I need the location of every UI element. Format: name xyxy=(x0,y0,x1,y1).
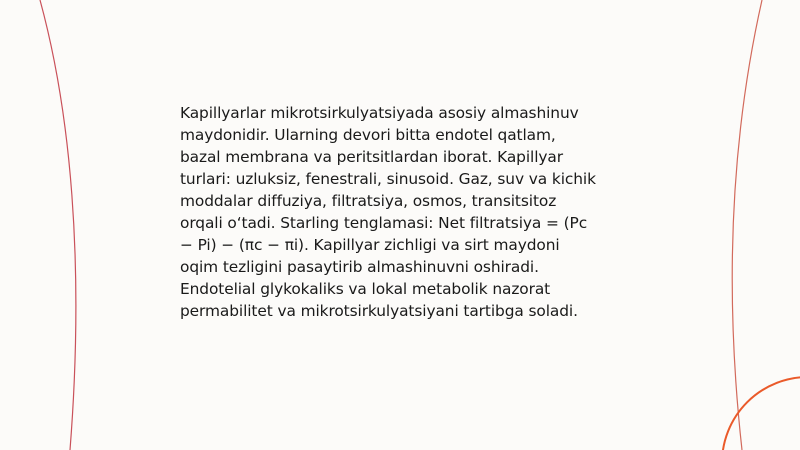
text-line: orqali o‘tadi. Starling tenglamasi: Net filtratsiya = (Pc xyxy=(180,214,588,232)
accent-circle xyxy=(722,377,800,450)
left-curve-line xyxy=(40,0,76,450)
text-line: permabilitet va mikrotsirkulyatsiyani tartibga soladi. xyxy=(180,302,578,320)
text-line: oqim tezligini pasaytirib almashinuvni oshiradi. xyxy=(180,258,539,276)
slide-body-text xyxy=(180,102,650,322)
text-line: moddalar diffuziya, filtratsiya, osmos, transitsitoz xyxy=(180,192,557,210)
text-line: Endotelial glykokaliks va lokal metabolik nazorat xyxy=(180,280,551,298)
text-line: maydonidir. Ularning devori bitta endotel qatlam, xyxy=(180,126,556,144)
text-line: turlari: uzluksiz, fenestrali, sinusoid. Gaz, suv va kichik xyxy=(180,170,596,188)
text-line: − Pi) − (πc − πi). Kapillyar zichligi va sirt maydoni xyxy=(180,236,560,254)
text-line: Kapillyarlar mikrotsirkulyatsiyada asosiy almashinuv xyxy=(180,104,579,122)
text-line: bazal membrana va peritsitlardan iborat. Kapillyar xyxy=(180,148,563,166)
right-curve-line xyxy=(732,0,762,450)
